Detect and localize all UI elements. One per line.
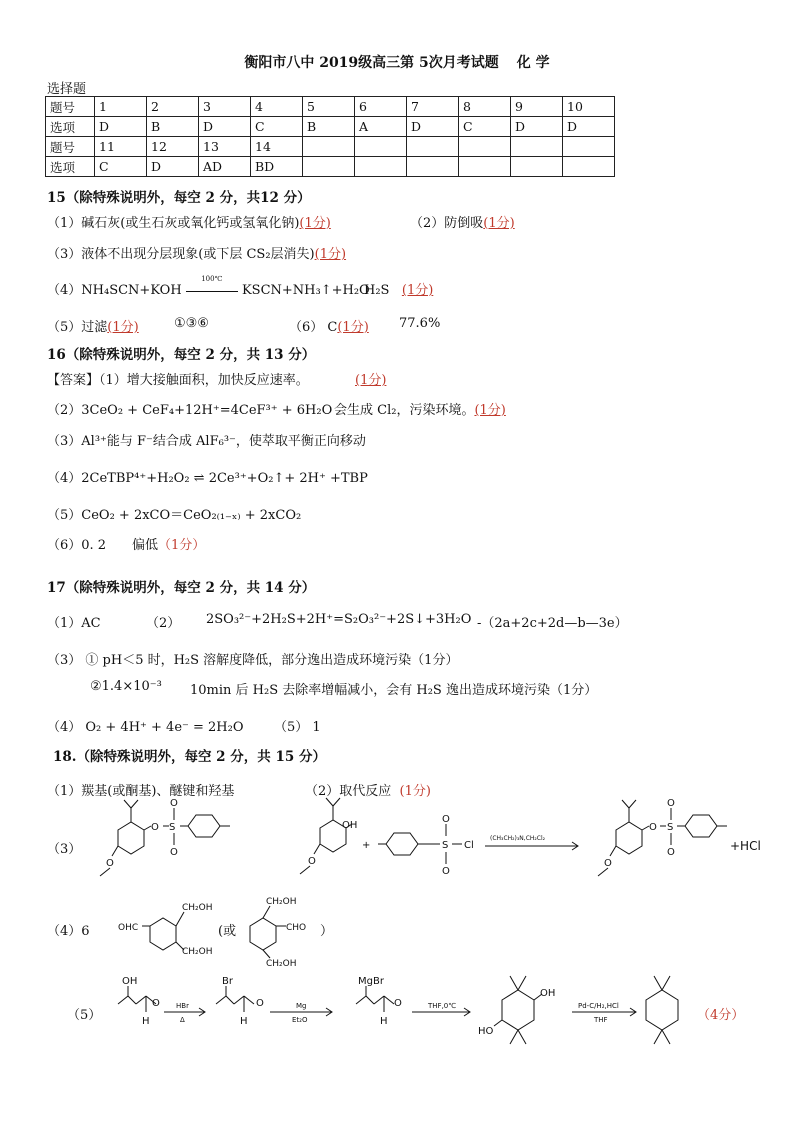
lbl-o14: O [394, 998, 402, 1009]
q16-l2: （2）3CeO₂ + CeF₄+12H⁺=4CeF³⁺ + 6H₂O [47, 403, 333, 418]
lbl-o7: O [442, 866, 450, 877]
q17-l3b: 10min 后 H₂S 去除率增幅减小，会有 H₂S 逸出造成环境污染（1分） [190, 683, 598, 698]
lbl-reagent: (CH₃CH₂)₃N,CH₂Cl₂ [490, 835, 546, 842]
q16-l2b-text: 会生成 Cl₂，污染环境。 [334, 403, 475, 418]
lbl-o4: O [106, 858, 114, 869]
table-cell: D [147, 157, 199, 177]
q16-l2b [334, 399, 506, 418]
q15-l4-choice: ①③⑥ [174, 316, 209, 331]
q15-l1b-note: (1分) [483, 216, 515, 231]
q15-l3-note: (1分) [401, 283, 434, 298]
q16-heading: 16（除特殊说明外，每空 2 分，共 13 分） [47, 347, 316, 363]
lbl-oh: OH [342, 820, 358, 831]
q18-l4: （4）6 [47, 924, 90, 939]
q15-l3-pre: （4）NH₄SCN+KOH [47, 283, 182, 298]
table-cell [459, 137, 511, 157]
lbl-r4b: THF [594, 1016, 608, 1024]
table-cell: 10 [563, 97, 615, 117]
q18-heading: 18.（除特殊说明外，每空 2 分，共 15 分） [53, 749, 326, 765]
lbl-o9: O [667, 798, 675, 809]
lbl-s1: S [169, 822, 176, 833]
lbl-ch2oh3: CH₂OH [266, 897, 297, 907]
q18-l1b-text: （2）取代反应 [305, 784, 392, 799]
q15-l1b: （2）防倒吸 [410, 216, 484, 231]
q16-l1-note [355, 369, 386, 388]
section-label: 选择题 [47, 82, 87, 97]
lbl-o5: O [308, 856, 316, 867]
lbl-o1: O [151, 822, 159, 833]
q18-l4-or: (或 [218, 924, 237, 939]
table-cell: A [355, 117, 407, 137]
table-cell: 12 [147, 137, 199, 157]
table-cell: D [511, 117, 563, 137]
q16-l5: （5）CeO₂ + 2xCO＝CeO₂₍₁₋ₓ₎ + 2xCO₂ [47, 508, 302, 523]
lbl-o6: O [442, 814, 450, 825]
q15-heading: 15（除特殊说明外，每空 2 分，共12 分） [47, 190, 311, 206]
q16-l1-note-text: (1分) [355, 373, 387, 388]
q18-l1a: （1）羰基(或酮基)、醚键和羟基 [47, 784, 235, 799]
lbl-r1: HBr [176, 1002, 189, 1010]
q17-l3a: ②1.4×10⁻³ [90, 679, 162, 694]
lbl-cho: OHC [118, 923, 139, 933]
table-cell: 题号 [46, 137, 95, 157]
q15-line1 [47, 212, 331, 231]
q15-line4b [289, 316, 369, 335]
table-cell: C [459, 117, 511, 137]
lbl-ch2oh1: CH₂OH [182, 903, 213, 913]
q15-l3-post: KSCN+NH₃↑+H₂O [241, 283, 370, 298]
q15-line4 [47, 316, 139, 335]
table-cell [563, 137, 615, 157]
lbl-r4: Pd-C/H₂,HCl [578, 1002, 619, 1010]
lbl-o3: O [170, 847, 178, 858]
q18-l5: （5） [67, 1008, 102, 1023]
lbl-hcl: +HCl [730, 839, 761, 853]
table-cell [303, 137, 355, 157]
lbl-mgbr: MgBr [358, 976, 384, 987]
lbl-o8: O [649, 822, 657, 833]
table-cell: 4 [251, 97, 303, 117]
q15-l1a: （1）碱石灰(或生石灰或氧化钙或氢氧化钠) [47, 216, 300, 231]
title-subject: 化 学 [516, 55, 550, 71]
q17-heading: 17（除特殊说明外，每空 2 分，共 14 分） [47, 580, 316, 596]
q15-line3b [364, 279, 433, 298]
lbl-ch2oh4: CH₂OH [266, 959, 297, 969]
lbl-cho2: CHO [286, 923, 307, 933]
table-cell [355, 157, 407, 177]
table-cell: 14 [251, 137, 303, 157]
table-cell: AD [199, 157, 251, 177]
q17-l1d: -（2a+2c+2d—b—3e） [477, 616, 628, 631]
lbl-r2: Mg [296, 1002, 307, 1010]
lbl-h1: H [142, 1016, 150, 1027]
lbl-plus: + [362, 840, 371, 851]
table-cell [563, 157, 615, 177]
table-cell: 1 [95, 97, 147, 117]
q15-l3-b: H₂S [364, 283, 390, 298]
table-cell: 8 [459, 97, 511, 117]
q17-l1b: （2） [146, 616, 181, 631]
q15-l2-note: (1分) [314, 247, 347, 262]
lbl-s3: S [667, 822, 674, 833]
lbl-h3: H [380, 1016, 388, 1027]
table-cell: 5 [303, 97, 355, 117]
q18-l5-note [697, 1004, 744, 1023]
lbl-ch2oh2: CH₂OH [182, 947, 213, 957]
q17-l4b: （5） 1 [274, 720, 321, 735]
table-cell [407, 137, 459, 157]
lbl-r1b: Δ [180, 1016, 185, 1024]
table-cell [407, 157, 459, 177]
table-cell [511, 137, 563, 157]
q18-l1b [305, 780, 431, 799]
table-cell: B [303, 117, 355, 137]
table-cell: 6 [355, 97, 407, 117]
table-cell: BD [251, 157, 303, 177]
table-cell [459, 157, 511, 177]
q15-l4a: （5）过滤 [47, 320, 108, 335]
page-title [0, 52, 794, 72]
q16-l2-note: (1分) [474, 403, 506, 418]
table-cell [355, 137, 407, 157]
table-cell [511, 157, 563, 177]
table-cell: 题号 [46, 97, 95, 117]
table-cell: 2 [147, 97, 199, 117]
q15-l4b-note: (1分) [337, 320, 369, 335]
q15-line2 [47, 243, 346, 262]
q15-l4c: 77.6% [399, 316, 441, 331]
table-cell: 13 [199, 137, 251, 157]
q15-l1a-note: (1分) [299, 216, 331, 231]
table-cell: 选项 [46, 117, 95, 137]
table-cell [303, 157, 355, 177]
q16-l6b-text: 偏低 [132, 538, 159, 553]
q16-l6: （6）0. 2 [47, 538, 107, 553]
q15-l2: （3）液体不出现分层现象(或下层 CS₂层消失) [47, 247, 315, 262]
lbl-o10: O [667, 847, 675, 858]
q17-l4a: （4） O₂ + 4H⁺ + 4e⁻ = 2H₂O [47, 720, 244, 735]
table-cell: B [147, 117, 199, 137]
q18-l4-close: ） [320, 924, 334, 939]
q15-line1b [410, 212, 515, 231]
q16-l6-note: （1分） [158, 538, 206, 553]
q18-l5-note-text: （4分） [697, 1008, 745, 1023]
lbl-o11: O [604, 858, 612, 869]
q17-l2: （3） ① pH＜5 时，H₂S 溶解度降低，部分逸出造成环境污染（1分） [47, 653, 459, 668]
q18-l1-note: (1分) [399, 784, 431, 799]
table-cell: D [95, 117, 147, 137]
lbl-oh3: OH [540, 988, 556, 999]
table-row [46, 157, 615, 177]
arrow-condition: 100℃ [201, 274, 223, 283]
q15-l4b: （6） C [289, 320, 338, 335]
q16-l4: （4）2CeTBP⁴⁺+H₂O₂ ⇌ 2Ce³⁺+O₂↑+ 2H⁺ +TBP [47, 471, 368, 486]
table-row [46, 117, 615, 137]
lbl-o2: O [170, 798, 178, 809]
lbl-r2b: Et₂O [292, 1016, 308, 1024]
lbl-ho: HO [478, 1026, 494, 1037]
q16-l1: 【答案】（1）增大接触面积，加快反应速率。 [47, 373, 309, 388]
q17-l1a: （1）AC [47, 616, 101, 631]
table-row [46, 137, 615, 157]
lbl-r3: THF,0℃ [428, 1002, 457, 1010]
q18-l3: （3） [47, 842, 82, 857]
lbl-o12: O [152, 998, 160, 1009]
table-cell: 7 [407, 97, 459, 117]
table-cell: D [563, 117, 615, 137]
lbl-cl: Cl [464, 840, 474, 851]
table-row [46, 97, 615, 117]
q16-l6b [132, 534, 205, 553]
table-cell: 11 [95, 137, 147, 157]
q15-line3 [47, 274, 370, 298]
lbl-br: Br [222, 976, 233, 987]
lbl-s2: S [442, 840, 449, 851]
lbl-o13: O [256, 998, 264, 1009]
table-cell: C [251, 117, 303, 137]
table-cell: C [95, 157, 147, 177]
table-cell: D [407, 117, 459, 137]
lbl-h2: H [240, 1016, 248, 1027]
title-text: 衡阳市八中 2019级高三第 5次月考试题 [244, 55, 499, 71]
q17-l1c: 2SO₃²⁻+2H₂S+2H⁺=S₂O₃²⁻+2S↓+3H₂O [206, 612, 472, 627]
reaction-arrow [186, 274, 238, 298]
answer-table [45, 96, 615, 177]
table-cell: 9 [511, 97, 563, 117]
table-cell: 选项 [46, 157, 95, 177]
table-cell: D [199, 117, 251, 137]
table-cell: 3 [199, 97, 251, 117]
q16-l3: （3）Al³⁺能与 F⁻结合成 AlF₆³⁻，使萃取平衡正向移动 [47, 434, 366, 449]
lbl-oh2: OH [122, 976, 138, 987]
q15-l4a-note: (1分) [107, 320, 139, 335]
